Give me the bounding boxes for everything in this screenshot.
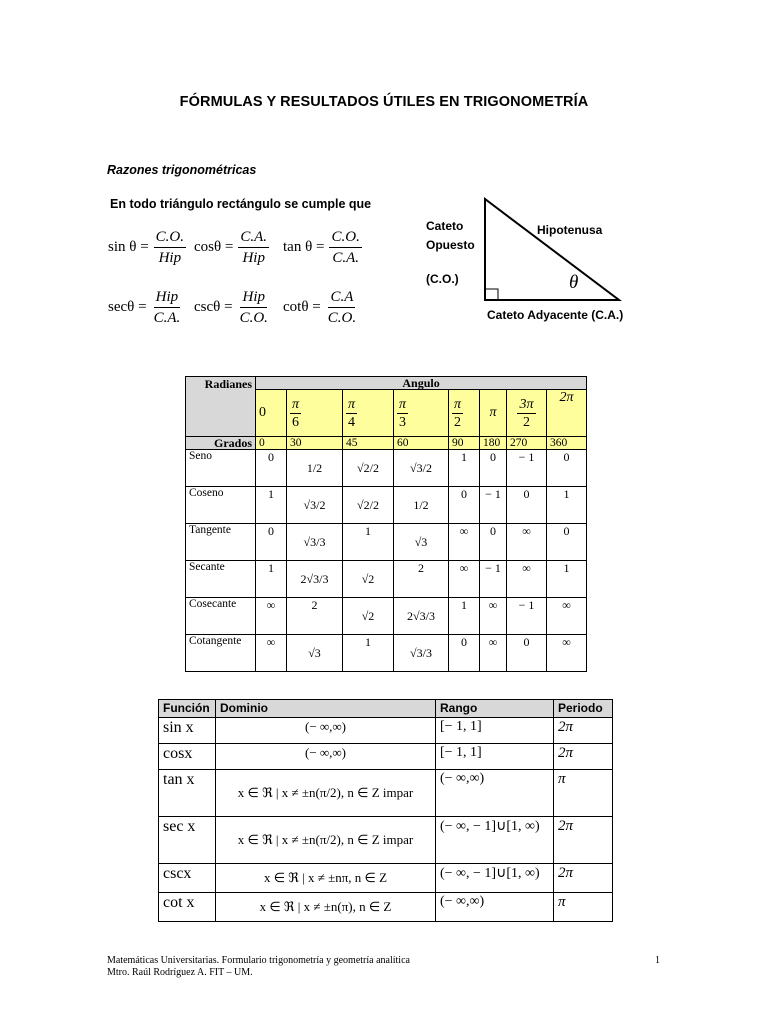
- trig-value-cell: 1: [449, 450, 480, 487]
- trig-value-cell: 1: [547, 561, 587, 598]
- formula-tan: tan θ = $\frac{C.O.}{C.A.}$: [283, 229, 360, 266]
- trig-row-label: Cosecante: [186, 598, 256, 635]
- trig-value-cell: 0: [547, 450, 587, 487]
- function-domain: (− ∞,∞): [216, 718, 436, 744]
- function-table: [158, 699, 613, 922]
- function-row: [159, 770, 613, 817]
- trig-row: [186, 487, 587, 524]
- function-row: [159, 864, 613, 893]
- trig-value-cell: √2: [343, 561, 394, 598]
- trig-row: [186, 561, 587, 598]
- rad-pi: π: [480, 390, 507, 437]
- degree-cell: 30: [287, 437, 343, 450]
- function-name: sin x: [159, 718, 216, 744]
- trig-value-cell: √3: [394, 524, 449, 561]
- hypotenuse-label: Hipotenusa: [537, 223, 603, 237]
- function-period: 2π: [554, 744, 613, 770]
- degree-cell: 60: [394, 437, 449, 450]
- trig-value-cell: 1: [343, 524, 394, 561]
- function-row: [159, 817, 613, 864]
- trig-value-cell: √3/2: [394, 450, 449, 487]
- function-name: cot x: [159, 893, 216, 922]
- trig-value-cell: √2/2: [343, 450, 394, 487]
- function-row: [159, 744, 613, 770]
- trig-value-cell: 1: [343, 635, 394, 672]
- function-range: (− ∞, − 1]∪[1, ∞): [436, 817, 554, 864]
- trig-value-cell: 0: [449, 635, 480, 672]
- function-domain: x ∈ ℜ | x ≠ ±nπ, n ∈ Z: [216, 864, 436, 893]
- trig-row: [186, 635, 587, 672]
- footer-line2: Mtro. Raúl Rodríguez A. FIT – UM.: [107, 967, 253, 978]
- trig-value-cell: 1: [547, 487, 587, 524]
- trig-row: [186, 450, 587, 487]
- trig-value-cell: ∞: [256, 598, 287, 635]
- trig-value-cell: ∞: [449, 524, 480, 561]
- trig-value-cell: − 1: [480, 561, 507, 598]
- section-heading: Razones trigonométricas: [107, 163, 257, 177]
- adjacent-label: Cateto Adyacente (C.A.): [487, 308, 624, 322]
- function-period: π: [554, 893, 613, 922]
- trig-value-cell: ∞: [449, 561, 480, 598]
- function-domain: x ∈ ℜ | x ≠ ±n(π), n ∈ Z: [216, 893, 436, 922]
- angle-header: Angulo: [256, 377, 587, 390]
- function-domain: (− ∞,∞): [216, 744, 436, 770]
- function-name: tan x: [159, 770, 216, 817]
- opposite-label-line2: Opuesto: [426, 238, 475, 252]
- function-domain: x ∈ ℜ | x ≠ ±n(π/2), n ∈ Z impar: [216, 817, 436, 864]
- radians-label: Radianes: [186, 377, 256, 437]
- function-period: π: [554, 770, 613, 817]
- page-title: FÓRMULAS Y RESULTADOS ÚTILES EN TRIGONOMETRÍA: [179, 94, 589, 110]
- trig-row-label: Secante: [186, 561, 256, 598]
- trig-value-cell: 1: [449, 598, 480, 635]
- formula-sec: secθ = Hip C.A.: [108, 289, 181, 326]
- trig-value-cell: ∞: [480, 598, 507, 635]
- trig-value-cell: 0: [507, 487, 547, 524]
- opposite-abbr: (C.O.): [426, 272, 459, 286]
- opposite-label-line1: Cateto: [426, 219, 464, 233]
- rad-3pi-2: $\frac{3\pi}{2}$: [507, 390, 547, 437]
- trig-value-cell: ∞: [507, 561, 547, 598]
- trig-row-label: Coseno: [186, 487, 256, 524]
- trig-value-cell: 1/2: [287, 450, 343, 487]
- trig-value-cell: √2/2: [343, 487, 394, 524]
- trig-value-cell: √3/3: [287, 524, 343, 561]
- trig-value-cell: 2√3/3: [287, 561, 343, 598]
- function-name: cscx: [159, 864, 216, 893]
- function-range: (− ∞, − 1]∪[1, ∞): [436, 864, 554, 893]
- trig-value-cell: − 1: [507, 598, 547, 635]
- footer: [107, 955, 410, 979]
- degree-cell: 90: [449, 437, 480, 450]
- trig-value-cell: 2: [394, 561, 449, 598]
- trig-value-cell: 0: [547, 524, 587, 561]
- page-number: 1: [655, 955, 660, 966]
- formula-csc: cscθ = Hip C.O.: [194, 289, 268, 326]
- function-row: [159, 893, 613, 922]
- trig-values-table: [185, 376, 587, 672]
- header-rango: Rango: [436, 700, 554, 718]
- trig-value-cell: 0: [480, 450, 507, 487]
- rad-pi-4: $\frac{\pi}{4}$: [343, 390, 394, 437]
- trig-value-cell: 0: [449, 487, 480, 524]
- rad-2pi: 2π: [547, 390, 587, 437]
- trig-value-cell: ∞: [507, 524, 547, 561]
- function-period: 2π: [554, 817, 613, 864]
- intro-text: En todo triángulo rectángulo se cumple que: [110, 197, 372, 211]
- degree-cell: 180: [480, 437, 507, 450]
- header-dominio: Dominio: [216, 700, 436, 718]
- degree-cell: 45: [343, 437, 394, 450]
- function-row: [159, 718, 613, 744]
- degree-cell: 270: [507, 437, 547, 450]
- formula-cos: cosθ = C.A. Hip: [194, 229, 268, 266]
- trig-value-cell: − 1: [480, 487, 507, 524]
- trig-row-label: Cotangente: [186, 635, 256, 672]
- header-periodo: Periodo: [554, 700, 613, 718]
- function-domain: x ∈ ℜ | x ≠ ±n(π/2), n ∈ Z impar: [216, 770, 436, 817]
- header-funcion: Función: [159, 700, 216, 718]
- function-name: sec x: [159, 817, 216, 864]
- formula-cot: cotθ = $\frac{C.A}{C.O.}$: [283, 289, 357, 326]
- trig-value-cell: 0: [256, 524, 287, 561]
- rad-0: 0: [256, 390, 287, 437]
- function-period: 2π: [554, 864, 613, 893]
- trig-value-cell: √2: [343, 598, 394, 635]
- trig-row: [186, 524, 587, 561]
- function-range: [− 1, 1]: [436, 744, 554, 770]
- trig-row-label: Seno: [186, 450, 256, 487]
- function-range: (− ∞,∞): [436, 770, 554, 817]
- function-range: [− 1, 1]: [436, 718, 554, 744]
- formula-sin: sin θ = C.O. Hip: [108, 229, 184, 266]
- function-range: (− ∞,∞): [436, 893, 554, 922]
- trig-value-cell: √3: [287, 635, 343, 672]
- trig-value-cell: 2: [287, 598, 343, 635]
- trig-row-label: Tangente: [186, 524, 256, 561]
- trig-value-cell: 1: [256, 561, 287, 598]
- trig-value-cell: 2√3/3: [394, 598, 449, 635]
- trig-value-cell: − 1: [507, 450, 547, 487]
- trig-value-cell: 0: [256, 450, 287, 487]
- function-name: cosx: [159, 744, 216, 770]
- degrees-label: Grados: [186, 437, 256, 450]
- trig-value-cell: ∞: [547, 635, 587, 672]
- trig-value-cell: √3/3: [394, 635, 449, 672]
- right-triangle-diagram: [482, 196, 622, 302]
- trig-value-cell: ∞: [256, 635, 287, 672]
- rad-pi-3: $\frac{\pi}{3}$: [394, 390, 449, 437]
- footer-line1: Matemáticas Universitarias. Formulario trigonometría y geometría analítica: [107, 955, 410, 966]
- trig-value-cell: √3/2: [287, 487, 343, 524]
- trig-value-cell: 0: [480, 524, 507, 561]
- trig-row: [186, 598, 587, 635]
- trig-value-cell: 0: [507, 635, 547, 672]
- function-period: 2π: [554, 718, 613, 744]
- rad-pi-6: $\frac{\pi}{6}$: [287, 390, 343, 437]
- degree-cell: 360: [547, 437, 587, 450]
- degree-cell: 0: [256, 437, 287, 450]
- theta-symbol: θ: [569, 272, 579, 293]
- trig-value-cell: 1: [256, 487, 287, 524]
- trig-value-cell: 1/2: [394, 487, 449, 524]
- trig-value-cell: ∞: [547, 598, 587, 635]
- rad-pi-2: $\frac{\pi}{2}$: [449, 390, 480, 437]
- trig-value-cell: ∞: [480, 635, 507, 672]
